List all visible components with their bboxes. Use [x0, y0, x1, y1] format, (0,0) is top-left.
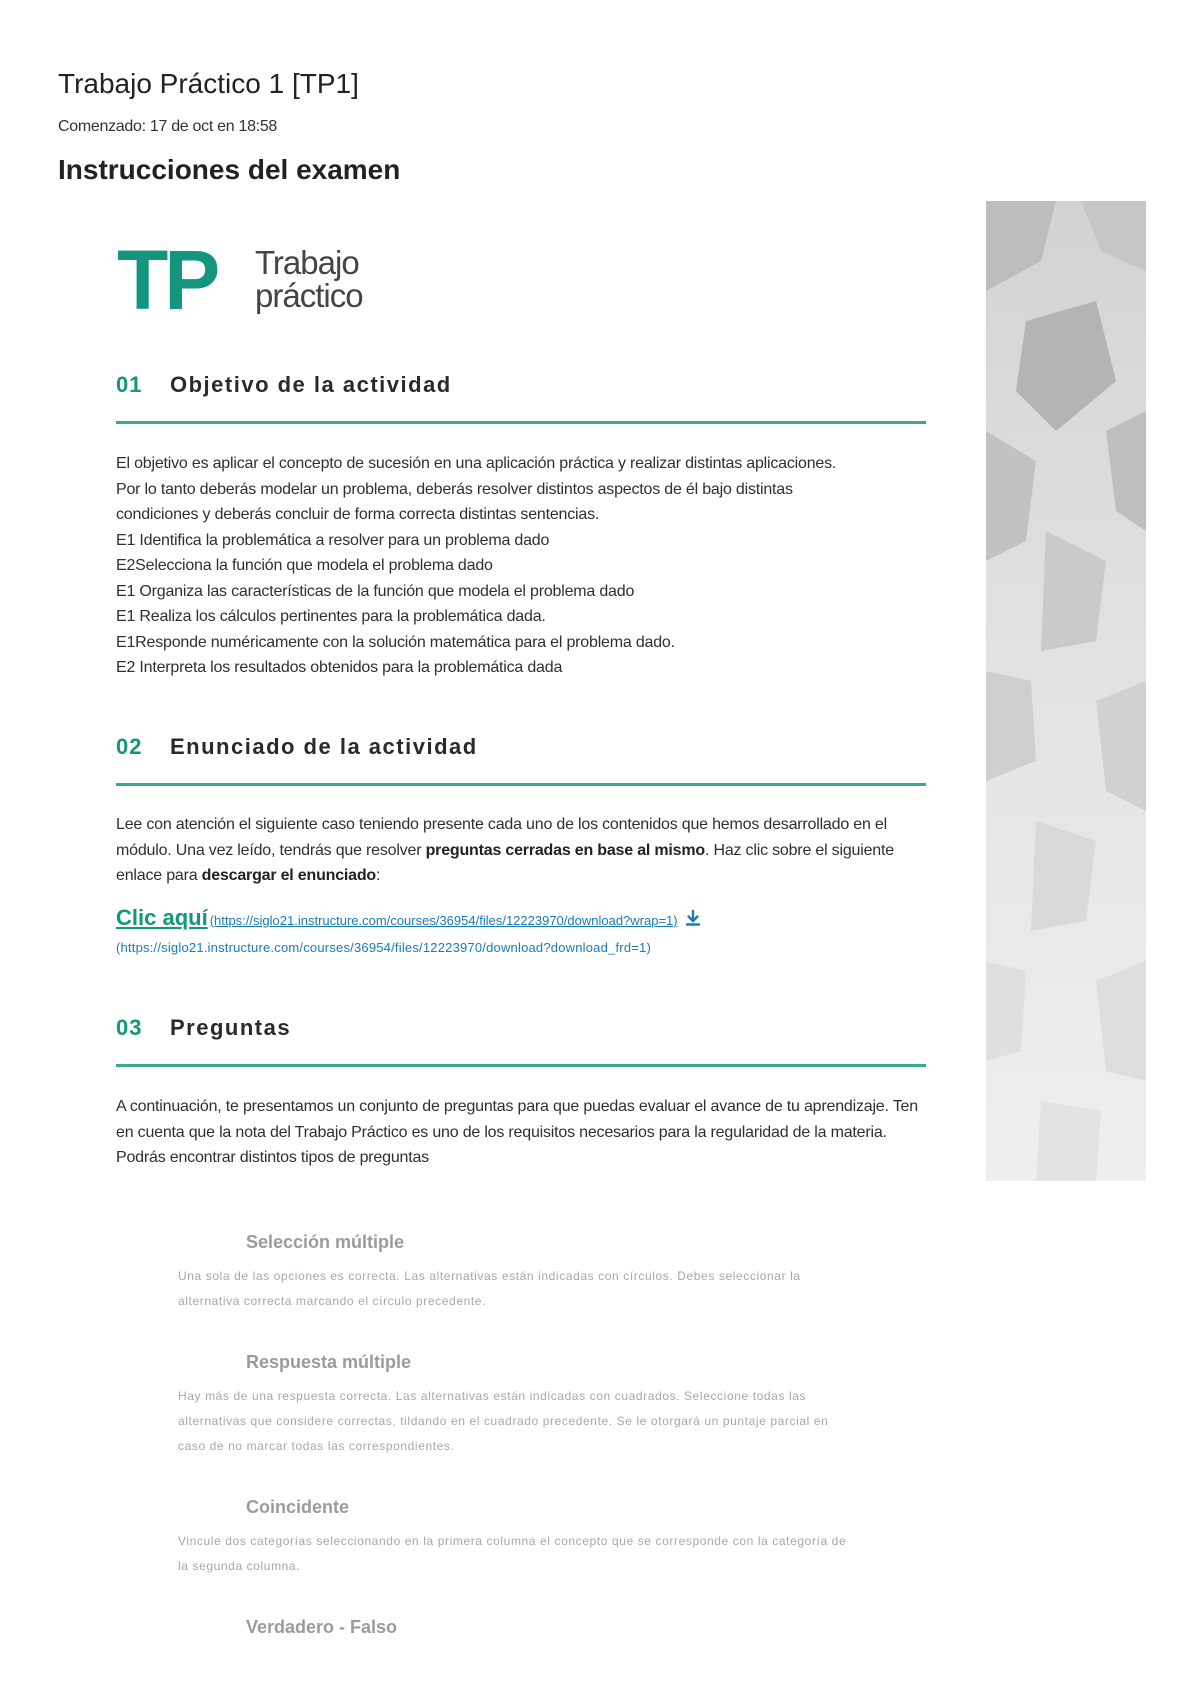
preguntas-text: A continuación, te presentamos un conjunto de preguntas para que puedas evaluar el avance de tu aprendizaje. Ten en cuenta que la nota del Trabajo Práctico es uno de los requisitos necesarios para la regularidad de la materia. Podrás encontrar distintos tipos de preguntas — [116, 1098, 918, 1166]
section-title: Enunciado de la actividad — [170, 734, 478, 759]
objetivo-line: E2 Interpreta los resultados obtenidos para la problemática dada — [116, 659, 563, 676]
section-header-preguntas — [116, 1015, 926, 1055]
objetivo-text — [116, 451, 936, 681]
enunciado-text-part: Lee con atención el siguiente caso teniendo presente cada uno de los contenidos que hemos desarrollado en el módulo. Una vez leído, tendrás que resolver — [116, 816, 887, 859]
section-divider — [116, 421, 926, 424]
section-header-objetivo — [116, 372, 926, 412]
tp-logo-line2: práctico — [255, 277, 363, 314]
objetivo-line: E2Selecciona la función que modela el problema dado — [116, 557, 493, 574]
section-header-enunciado — [116, 734, 926, 774]
objetivo-line: Por lo tanto deberás modelar un problema, deberás resolver distintos aspectos de él bajo distintas — [116, 480, 793, 498]
tp-logo-mark: TP — [117, 233, 217, 327]
qtype-title-coincidente: Coincidente — [246, 1497, 350, 1517]
section-number: 01 — [116, 372, 143, 397]
download-link-row — [116, 905, 936, 932]
objetivo-line: El objetivo es aplicar el concepto de sucesión en una aplicación práctica y realizar distintas aplicaciones. — [116, 455, 837, 472]
objetivo-line: condiciones y deberás concluir de forma correcta distintas sentencias. — [116, 506, 600, 523]
objetivo-line: E1 Organiza las características de la función que modela el problema dado — [116, 582, 635, 600]
section-number: 03 — [116, 1015, 143, 1040]
clic-aqui-link[interactable]: Clic aquí — [116, 905, 208, 930]
qtype-desc-respuesta: Hay más de una respuesta correcta. Las alternativas están indicadas con cuadrados. Seleccione todas las alternativas que considere correctas, tildando en el cuadrado precedente. Se le otorgará un puntaje parcial en caso de no marcar todas las correspondientes. — [178, 1389, 829, 1453]
enunciado-bold-part: descargar el enunciado — [201, 867, 377, 884]
section-number: 02 — [116, 734, 143, 759]
abstract-pattern-image — [986, 201, 1146, 1181]
enunciado-text-part: . Haz clic sobre el siguiente enlace para — [116, 841, 894, 884]
download-icon[interactable] — [684, 909, 702, 932]
qtype-title-verdadero: Verdadero - Falso — [246, 1617, 398, 1637]
enunciado-text-part: : — [376, 867, 381, 884]
enunciado-paragraph — [116, 812, 936, 889]
instructions-title: Instrucciones del examen — [58, 154, 401, 185]
objetivo-line: E1Responde numéricamente con la solución matemática para el problema dado. — [116, 633, 675, 651]
section-title: Preguntas — [170, 1015, 292, 1040]
section-divider — [116, 1064, 926, 1067]
objetivo-line: E1 Identifica la problemática a resolver para un problema dado — [116, 531, 550, 549]
enunciado-bold-part: preguntas cerradas en base al mismo — [425, 841, 705, 859]
qtype-desc-coincidente: Vincule dos categorías seleccionando en la primera columna el concepto que se corresponde con la categoría de la segunda columna. — [178, 1534, 847, 1573]
objetivo-line: E1 Realiza los cálculos pertinentes para la problemática dada. — [116, 608, 546, 625]
download-url[interactable]: (https://siglo21.instructure.com/courses/36954/files/12223970/download?download_frd=1) — [116, 940, 651, 955]
enunciado-text — [116, 812, 936, 889]
link-url[interactable]: (https://siglo21.instructure.com/courses/36954/files/12223970/download?wrap=1) — [209, 913, 678, 928]
tp-logo-line1: Trabajo — [255, 244, 359, 281]
qtype-title-respuesta: Respuesta múltiple — [246, 1352, 412, 1372]
decorative-side-image — [986, 201, 1146, 1181]
page-title: Trabajo Práctico 1 [TP1] — [58, 68, 359, 99]
qtype-desc-seleccion: Una sola de las opciones es correcta. Las alternativas están indicadas con círculos. Debes seleccionar la alternativa correcta marcando el círculo precedente. — [178, 1269, 801, 1308]
section-divider — [116, 783, 926, 786]
section-title: Objetivo de la actividad — [170, 372, 452, 397]
started-timestamp: Comenzado: 17 de oct en 18:58 — [58, 118, 278, 135]
tp-logo-words — [255, 246, 363, 312]
qtype-title-seleccion: Selección múltiple — [246, 1232, 405, 1252]
